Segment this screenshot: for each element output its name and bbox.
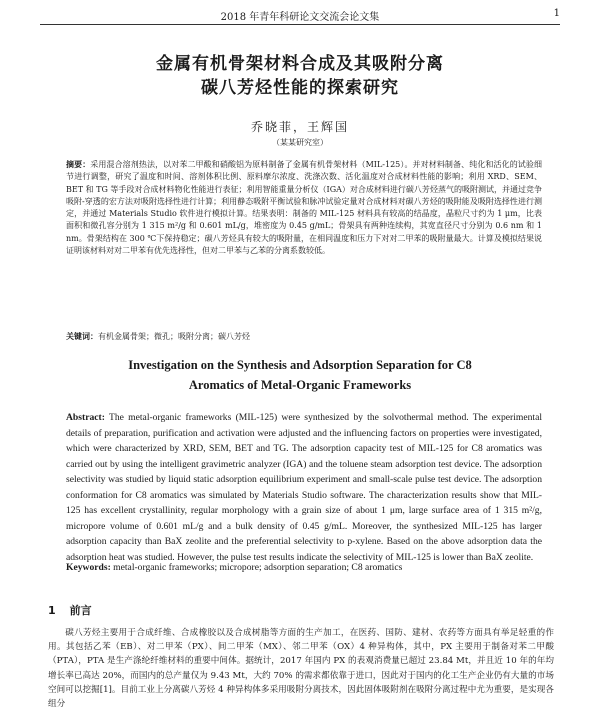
section-number: 1 xyxy=(48,604,56,617)
affiliation: （某某研究室） xyxy=(272,138,328,147)
english-abstract-text: The metal-organic frameworks (MIL-125) were synthesized by the solvothermal method. The experimental details of preparation, purification and activation were adjusted and the influencing factors on properties were investigated, which were characterized by XRD, SEM, BET and TG. The adsorption capacity test of MIL-125 for C8 aromatics was carried out by using the intelligent gravimetric analyzer (IGA) and the toluene steam adsorption test device. The adsorption selectivity was studied by liquid static adsorption equilibrium experiment and small-scale pulse test device. The adsorption conformation for C8 aromatics was simulated by Materials Studio software. The characterization results show that MIL-125 has excellent crystallinity, regular morphology with a grain size of about 1 μm, large surface area of 1 315 m²/g, micropore volume of 0.601 mL/g and a bulk density of 0.45 g/mL. Moreover, the synthesized MIL-125 has larger adsorption capacity than BaX zeolite and the preferential selectivity to p-xylene. Based on the above adsorption data the adsorption heat was studied. However, the pulse test results indicate the selectivity of MIL-125 is lower than BaX zeolite. xyxy=(66,412,542,563)
running-header xyxy=(40,8,560,25)
chinese-keywords xyxy=(66,330,542,343)
introduction-paragraph: 碳八芳烃主要用于合成纤维、合成橡胶以及合成树脂等方面的生产加工，在医药、国防、建材、农药等方面具有举足轻重的作用。其包括乙苯（EB）、对二甲苯（PX）、间二甲苯（MX）、邻二甲苯（OX）4 种异构体，其中，PX 主要用于制备对苯二甲酸（PTA），PTA 是生产涤纶纤维材料的重要中间体。据统计，2017 年国内 PX 的表观消费量已超过 23.84 Mt，并且近 10 年的年均增长率已高达 20%，而国内的总产量仅为 9.43 Mt，大约 70% 的需求都依靠于进口，因此对于国内的化工生产企业仍有大量的市场空间可以挖掘[1]。目前工业上分离碳八芳烃 4 种异构体多采用吸附分离技术，因此固体吸附剂在吸附分离过程中尤为重要，是实现各组分 xyxy=(48,628,554,710)
english-keywords-label: Keywords: xyxy=(66,562,111,573)
english-title xyxy=(60,355,540,395)
chinese-keywords-label: 关键词： xyxy=(66,331,98,341)
english-keywords-text: metal-organic frameworks; micropore; adsorption separation; C8 aromatics xyxy=(113,562,403,573)
authors: 乔晓菲，王辉国 xyxy=(250,120,349,134)
chinese-keywords-text: 有机金属骨架；微孔；吸附分离；碳八芳烃 xyxy=(98,332,250,341)
chinese-abstract-text: 采用混合溶剂热法，以对苯二甲酸和硝酸铝为原料制备了金属有机骨架材料（MIL-125）。并对材料制备、纯化和活化的试验细节进行调整，研究了温度和时间、溶剂体积比例、原料摩尔浓度、洗涤次数、活化温度对合成材料性能的影响；利用 XRD、SEM、BET 和 TG 等手段对合成材料物化性能进行表征；利用智能重量分析仪（IGA）对合成材料进行碳八芳烃蒸气的吸附测试，并通过竞争吸附-穿透的宏方法对吸附选择性进行计算；利用静态吸附平衡试验和脉冲试验定量对合成材料对碳八芳烃的吸附能及吸附选择性进行测定，并通过 Materials Studio 软件进行模拟计算。结果表明：制备的 MIL-125 材料具有较高的结晶度，晶粒尺寸约为 1 μm，比表面积和微孔容分别为 1 315 m²/g 和 0.601 mL/g，堆密度为 0.45 g/mL；骨架具有两种连续构，其宽直径尺寸分别为 0.6 nm 和 1 nm。骨架结构在 300 ℃下保持稳定；碳八芳烃具有较大的吸附量，在相同温度和压力下对对二甲苯的吸附量最大。计算及模拟结果说证明该材料对对二甲苯有优先选择性，但对二甲苯与乙苯的分离系数较低。 xyxy=(66,160,542,256)
english-title-line-1: Investigation on the Synthesis and Adsorption Separation for C8 xyxy=(128,358,472,372)
chinese-title-line-1: 金属有机骨架材料合成及其吸附分离 xyxy=(156,54,444,74)
running-title: 2018 年青年科研论文交流会论文集 xyxy=(220,12,380,23)
english-abstract-label: Abstract: xyxy=(66,412,105,423)
chinese-title-line-2: 碳八芳烃性能的探索研究 xyxy=(201,78,399,98)
page-number: 1 xyxy=(553,8,560,19)
chinese-abstract-label: 摘要： xyxy=(66,159,91,169)
chinese-title xyxy=(40,52,560,100)
english-title-line-2: Aromatics of Metal-Organic Frameworks xyxy=(188,378,412,392)
english-abstract xyxy=(66,410,542,565)
section-title: 前言 xyxy=(69,604,92,617)
chinese-abstract xyxy=(66,158,542,257)
english-keywords xyxy=(66,562,542,573)
section-heading xyxy=(48,602,92,618)
